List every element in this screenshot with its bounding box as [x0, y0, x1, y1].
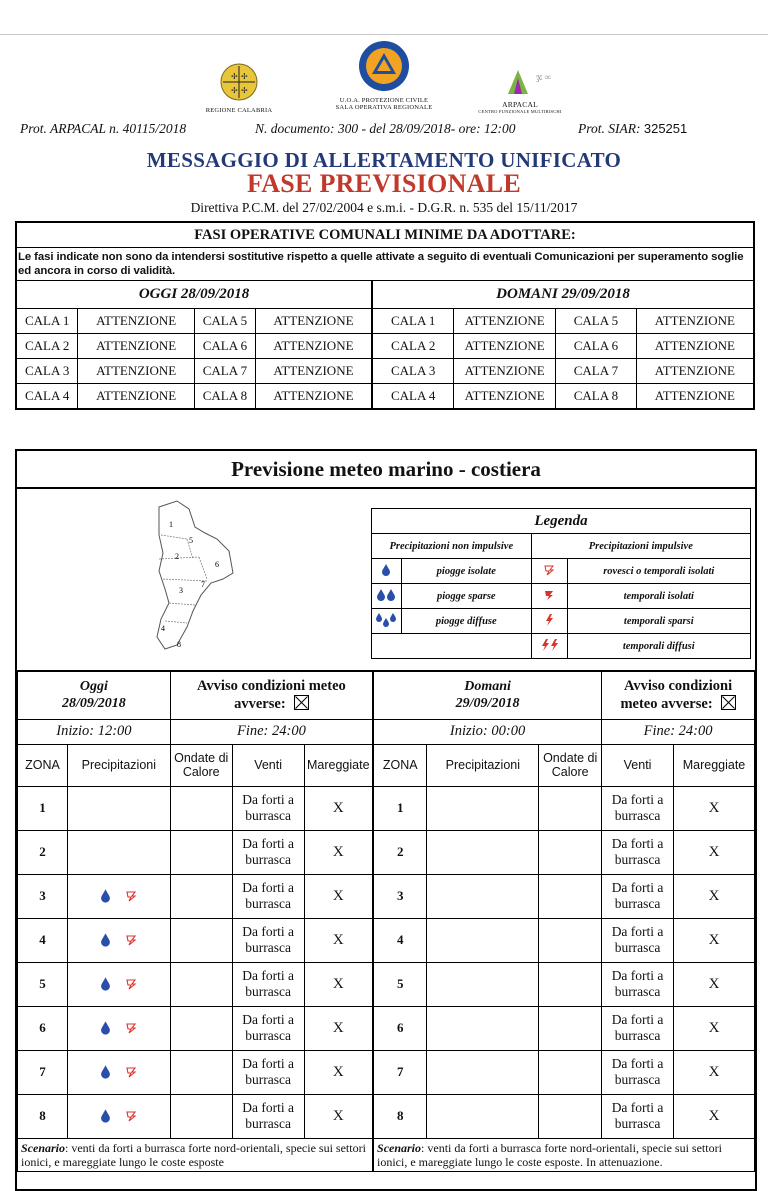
oggi-scenario-text: : venti da forti a burrasca forte nord-orientali, specie sui settori ionici, e mareggiate lungo le coste esposte [21, 1140, 366, 1169]
ondate-cell [539, 830, 602, 874]
domani-avviso-cell [602, 671, 755, 719]
precip-cell [427, 1006, 539, 1050]
ondate-cell [170, 874, 232, 918]
rain-drop-icon [100, 1063, 111, 1080]
zone-number: 8 [18, 1094, 68, 1138]
storm-outline-icon [531, 559, 567, 584]
ondate-cell [539, 1006, 602, 1050]
precip-cell [427, 786, 539, 830]
fasi-cell: ATTENZIONE [636, 359, 754, 384]
oggi-scenario-label: Scenario [21, 1140, 66, 1155]
precip-cell [67, 1094, 170, 1138]
ondate-cell [539, 874, 602, 918]
fasi-cell: ATTENZIONE [636, 384, 754, 410]
zone-number: 1 [18, 786, 68, 830]
venti-cell: Da forti a burrasca [232, 1050, 304, 1094]
oggi-avviso-cell [170, 671, 373, 719]
svg-text:✢: ✢ [241, 86, 248, 95]
protezione-civile-logo [320, 40, 448, 112]
fasi-heading: FASI OPERATIVE COMUNALI MINIME DA ADOTTARE: [16, 222, 754, 248]
col-mareggiate: Mareggiate [674, 744, 755, 786]
ondate-cell [539, 1094, 602, 1138]
domani-date: 29/09/2018 [455, 696, 520, 712]
legend-table [371, 508, 751, 659]
ondate-cell [539, 918, 602, 962]
fasi-cell: ATTENZIONE [454, 359, 556, 384]
fasi-cell: CALA 1 [372, 309, 454, 334]
fasi-cell: ATTENZIONE [78, 384, 195, 410]
prot-siar-label: Prot. SIAR: [578, 121, 641, 136]
mareggiate-cell: X [674, 786, 755, 830]
fasi-cell: ATTENZIONE [636, 334, 754, 359]
fasi-cell: CALA 5 [556, 309, 637, 334]
fasi-cell: ATTENZIONE [78, 359, 195, 384]
mareggiate-cell: X [674, 1094, 755, 1138]
protezione-civile-emblem-icon [320, 40, 448, 92]
venti-cell: Da forti a burrasca [602, 1094, 674, 1138]
regione-calabria-logo [198, 62, 280, 114]
calabria-zones-map-icon [147, 499, 247, 659]
zone-number: 8 [373, 1094, 427, 1138]
zone-number: 4 [18, 918, 68, 962]
fasi-cell: ATTENZIONE [636, 309, 754, 334]
svg-text:ჯ ∞: ჯ ∞ [536, 72, 551, 82]
mareggiate-cell: X [674, 874, 755, 918]
svg-text:✢: ✢ [231, 86, 238, 95]
legend-title: Legenda [372, 509, 751, 534]
regione-calabria-emblem-icon [198, 62, 280, 102]
regione-calabria-label: REGIONE CALABRIA [205, 107, 273, 114]
protezione-civile-label-1: U.O.A. PROTEZIONE CIVILE [339, 97, 429, 104]
col-mareggiate: Mareggiate [304, 744, 373, 786]
storm-outline-icon [111, 887, 137, 904]
prot-siar [578, 121, 687, 137]
arpacal-label: ARPACAL [502, 100, 538, 109]
storm-solid-icon [531, 584, 567, 609]
col-zona: ZONA [373, 744, 427, 786]
fasi-row [16, 359, 754, 384]
oggi-avviso-line2: avverse: [234, 695, 286, 712]
oggi-avviso-checkbox [294, 695, 309, 710]
map-zone-label: 1 [169, 520, 173, 529]
domani-inizio: Inizio: 00:00 [373, 719, 602, 744]
zone-number: 4 [373, 918, 427, 962]
ondate-cell [539, 786, 602, 830]
legend-item: piogge isolate [401, 559, 531, 584]
ondate-cell [539, 962, 602, 1006]
fasi-cell: ATTENZIONE [454, 384, 556, 410]
col-venti: Venti [602, 744, 674, 786]
fasi-cell: ATTENZIONE [454, 309, 556, 334]
precip-cell [427, 918, 539, 962]
page-title: MESSAGGIO DI ALLERTAMENTO UNIFICATO [146, 148, 622, 172]
ondate-cell [170, 1050, 232, 1094]
col-precipitazioni: Precipitazioni [67, 744, 170, 786]
ondate-cell [170, 1006, 232, 1050]
venti-cell: Da forti a burrasca [602, 918, 674, 962]
zone-row [18, 918, 755, 962]
zone-number: 7 [373, 1050, 427, 1094]
mareggiate-cell: X [674, 1050, 755, 1094]
zone-number: 6 [373, 1006, 427, 1050]
venti-cell: Da forti a burrasca [602, 786, 674, 830]
zone-number: 3 [373, 874, 427, 918]
ondate-cell [170, 918, 232, 962]
fasi-cell: CALA 4 [16, 384, 78, 410]
precip-cell [67, 918, 170, 962]
precip-cell [67, 1050, 170, 1094]
prot-siar-value: 325251 [643, 121, 688, 136]
oggi-day-label: Oggi [79, 679, 108, 695]
oggi-avviso-line1: Avviso condizioni meteo [197, 677, 346, 694]
zone-row [18, 1006, 755, 1050]
mareggiate-cell: X [674, 918, 755, 962]
mareggiate-cell: X [304, 1094, 373, 1138]
col-precipitazioni: Precipitazioni [427, 744, 539, 786]
zone-number: 2 [18, 830, 68, 874]
forecast-table [17, 670, 755, 1172]
storm-outline-icon [111, 1107, 137, 1124]
legend-item: temporali diffusi [567, 634, 750, 659]
precip-cell [67, 1006, 170, 1050]
col-ondate: Ondate di Calore [539, 744, 602, 786]
mareggiate-cell: X [304, 830, 373, 874]
drop-double-icon [372, 584, 402, 609]
page-subtitle: FASE PREVISIONALE [246, 169, 522, 198]
zone-row [18, 786, 755, 830]
venti-cell: Da forti a burrasca [232, 786, 304, 830]
domani-scenario [373, 1138, 754, 1171]
ondate-cell [170, 830, 232, 874]
arpacal-emblem-icon [470, 66, 570, 96]
precip-cell [67, 874, 170, 918]
storm-outline-icon [111, 931, 137, 948]
venti-cell: Da forti a burrasca [232, 1094, 304, 1138]
fasi-cell: CALA 7 [195, 359, 256, 384]
domani-avviso-line2: meteo avverse: [620, 695, 713, 712]
fasi-cell: ATTENZIONE [78, 309, 195, 334]
zone-number: 2 [373, 830, 427, 874]
svg-text:✢: ✢ [241, 72, 248, 81]
mareggiate-cell: X [674, 1006, 755, 1050]
svg-text:✢: ✢ [231, 72, 238, 81]
top-divider [0, 34, 768, 35]
lightning-icon [531, 609, 567, 634]
storm-outline-icon [111, 975, 137, 992]
zone-row [18, 1050, 755, 1094]
mareggiate-cell: X [304, 962, 373, 1006]
legend-item: temporali sparsi [567, 609, 750, 634]
ondate-cell [170, 1094, 232, 1138]
col-ondate: Ondate di Calore [170, 744, 232, 786]
oggi-scenario [18, 1138, 374, 1171]
legend-item: piogge sparse [401, 584, 531, 609]
domani-scenario-text: : venti da forti a burrasca forte nord-orientali, specie sui settori ionici, e mareggiate lungo le coste esposte. In attenuazione. [377, 1140, 722, 1169]
arpacal-sub-label: CENTRO FUNZIONALE MULTIRISCHI [478, 109, 562, 114]
venti-cell: Da forti a burrasca [602, 830, 674, 874]
fasi-row [16, 384, 754, 410]
map-zone-label: 4 [161, 624, 165, 633]
mareggiate-cell: X [304, 1006, 373, 1050]
fasi-cell: CALA 8 [195, 384, 256, 410]
direttiva-line: Direttiva P.C.M. del 27/02/2004 e s.m.i. - D.G.R. n. 535 del 15/11/2017 [190, 200, 578, 215]
domani-avviso-checkbox [721, 695, 736, 710]
mareggiate-cell: X [304, 874, 373, 918]
domani-day-cell [373, 671, 602, 719]
zone-number: 7 [18, 1050, 68, 1094]
fasi-cell: ATTENZIONE [255, 359, 372, 384]
mareggiate-cell: X [674, 830, 755, 874]
fasi-cell: CALA 5 [195, 309, 256, 334]
precip-cell [427, 874, 539, 918]
oggi-fine: Fine: 24:00 [170, 719, 373, 744]
fasi-row [16, 334, 754, 359]
fasi-cell: CALA 6 [195, 334, 256, 359]
fasi-cell: CALA 6 [556, 334, 637, 359]
map-zone-label: 3 [179, 586, 183, 595]
fasi-cell: ATTENZIONE [255, 384, 372, 410]
map-zone-label: 2 [175, 552, 179, 561]
fasi-cell: ATTENZIONE [255, 334, 372, 359]
venti-cell: Da forti a burrasca [232, 1006, 304, 1050]
precip-cell [427, 1094, 539, 1138]
domani-day-label: Domani [464, 679, 511, 695]
legend-item: rovesci o temporali isolati [567, 559, 750, 584]
map-zone-label: 5 [189, 536, 193, 545]
venti-cell: Da forti a burrasca [602, 962, 674, 1006]
map-zone-label: 6 [215, 560, 219, 569]
storm-outline-icon [111, 1063, 137, 1080]
ondate-cell [539, 1050, 602, 1094]
precip-cell [67, 830, 170, 874]
fasi-cell: CALA 4 [372, 384, 454, 410]
fasi-cell: ATTENZIONE [78, 334, 195, 359]
oggi-date: 28/09/2018 [62, 696, 126, 712]
marine-title: Previsione meteo marino - costiera [17, 451, 755, 489]
zone-number: 6 [18, 1006, 68, 1050]
oggi-label: OGGI 28/09/2018 [16, 281, 372, 309]
mareggiate-cell: X [674, 962, 755, 1006]
ondate-cell [170, 962, 232, 1006]
rain-drop-icon [100, 1019, 111, 1036]
map-zone-label: 7 [201, 580, 205, 589]
venti-cell: Da forti a burrasca [602, 1050, 674, 1094]
fasi-cell: CALA 7 [556, 359, 637, 384]
legend-empty-cell [372, 634, 532, 659]
zone-number: 3 [18, 874, 68, 918]
fasi-cell: ATTENZIONE [454, 334, 556, 359]
mareggiate-cell: X [304, 1050, 373, 1094]
rain-drop-icon [100, 1107, 111, 1124]
domani-avviso-line1: Avviso condizioni [624, 677, 733, 694]
oggi-inizio: Inizio: 12:00 [18, 719, 171, 744]
fasi-cell: CALA 3 [16, 359, 78, 384]
venti-cell: Da forti a burrasca [232, 830, 304, 874]
zone-rows [18, 786, 755, 1138]
zone-row [18, 962, 755, 1006]
drop-triple-icon [372, 609, 402, 634]
legend-item: piogge diffuse [401, 609, 531, 634]
fasi-cell: ATTENZIONE [255, 309, 372, 334]
prot-arpacal: Prot. ARPACAL n. 40115/2018 [20, 121, 187, 136]
arpacal-logo [470, 66, 570, 114]
legend-impulsive-header: Precipitazioni impulsive [531, 534, 750, 559]
mareggiate-cell: X [304, 786, 373, 830]
precip-cell [427, 830, 539, 874]
domani-fine: Fine: 24:00 [602, 719, 755, 744]
venti-cell: Da forti a burrasca [232, 918, 304, 962]
marine-forecast-panel [15, 449, 757, 1191]
oggi-day-cell [18, 671, 171, 719]
rain-drop-icon [100, 931, 111, 948]
fasi-row [16, 309, 754, 334]
map-zone-label: 8 [177, 640, 181, 649]
zone-row [18, 830, 755, 874]
fasi-cell: CALA 8 [556, 384, 637, 410]
venti-cell: Da forti a burrasca [232, 874, 304, 918]
rain-drop-icon [100, 887, 111, 904]
fasi-cell: CALA 2 [372, 334, 454, 359]
storm-outline-icon [111, 1019, 137, 1036]
col-venti: Venti [232, 744, 304, 786]
domani-label: DOMANI 29/09/2018 [372, 281, 754, 309]
fasi-cell: CALA 1 [16, 309, 78, 334]
documento-number: N. documento: 300 - del 28/09/2018- ore: 12:00 [255, 121, 516, 136]
zone-row [18, 1094, 755, 1138]
venti-cell: Da forti a burrasca [602, 1006, 674, 1050]
venti-cell: Da forti a burrasca [232, 962, 304, 1006]
legend-non-impulsive-header: Precipitazioni non impulsive [372, 534, 532, 559]
fasi-note: Le fasi indicate non sono da intendersi sostitutive rispetto a quelle attivate a seguito di eventuali Comunicazioni per superamento soglie ed ancora in corso di validità. [16, 248, 754, 281]
zone-number: 5 [18, 962, 68, 1006]
fasi-cell: CALA 3 [372, 359, 454, 384]
precip-cell [427, 1050, 539, 1094]
fasi-operative-table [15, 221, 755, 410]
rain-drop-icon [100, 975, 111, 992]
precip-cell [427, 962, 539, 1006]
protezione-civile-label-2: SALA OPERATIVA REGIONALE [335, 104, 433, 111]
fasi-cell: CALA 2 [16, 334, 78, 359]
venti-cell: Da forti a burrasca [602, 874, 674, 918]
legend-item: temporali isolati [567, 584, 750, 609]
zone-number: 5 [373, 962, 427, 1006]
ondate-cell [170, 786, 232, 830]
double-lightning-icon [531, 634, 567, 659]
zone-row [18, 874, 755, 918]
col-zona: ZONA [18, 744, 68, 786]
domani-scenario-label: Scenario [377, 1140, 422, 1155]
zone-number: 1 [373, 786, 427, 830]
precip-cell [67, 962, 170, 1006]
precip-cell [67, 786, 170, 830]
drop-single-icon [372, 559, 402, 584]
mareggiate-cell: X [304, 918, 373, 962]
